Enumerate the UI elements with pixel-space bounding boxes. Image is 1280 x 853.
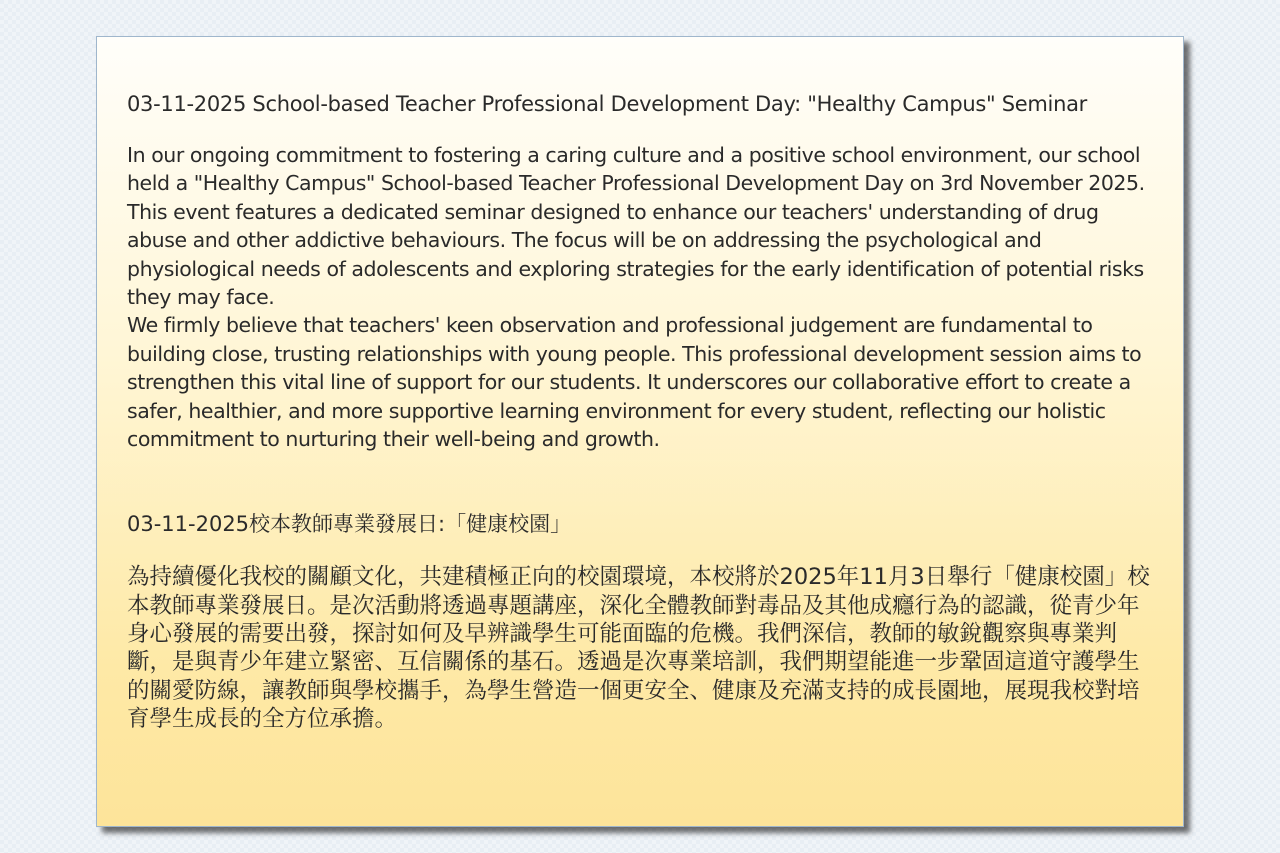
- notice-title-english: 03-11-2025 School-based Teacher Professional Development Day: "Healthy Campus" Seminar: [127, 92, 1088, 116]
- notice-title-chinese: 03-11-2025校本教師專業發展日:「健康校園」: [127, 512, 572, 537]
- notice-paragraph-english-1: In our ongoing commitment to fostering a caring culture and a positive school environment, our school held a "Healthy Campus" School-based Teacher Professional Development Day on 3rd November 2025. This event features a dedicated seminar designed to enhance our teachers' understanding of drug abuse and other addictive behaviours. The focus will be on addressing the psychological and physiological needs of adolescents and exploring strategies for the early identification of potential risks they may face.: [127, 143, 1145, 310]
- notice-paragraph-chinese: 為持續優化我校的關顧文化，共建積極正向的校園環境，本校將於2025年11月3日舉行「健康校園」校本教師專業發展日。是次活動將透過專題講座，深化全體教師對毒品及其他成癮行為的認識，從青少年身心發展的需要出發，探討如何及早辨識學生可能面臨的危機。我們深信，教師的敏銳觀察與專業判斷，是與青少年建立緊密、互信關係的基石。透過是次專業培訓，我們期望能進一步鞏固這道守護學生的關愛防線，讓教師與學校攜手，為學生營造一個更安全、健康及充滿支持的成長園地，展現我校對培育學生成長的全方位承擔。: [127, 564, 1150, 732]
- notice-card: [96, 36, 1184, 827]
- notice-paragraph-english-2: We firmly believe that teachers' keen observation and professional judgement are fundamental to building close, trusting relationships with young people. This professional development session aims to strengthen this vital line of support for our students. It underscores our collaborative effort to create a safer, healthier, and more supportive learning environment for every student, reflecting our holistic commitment to nurturing their well-being and growth.: [127, 313, 1142, 452]
